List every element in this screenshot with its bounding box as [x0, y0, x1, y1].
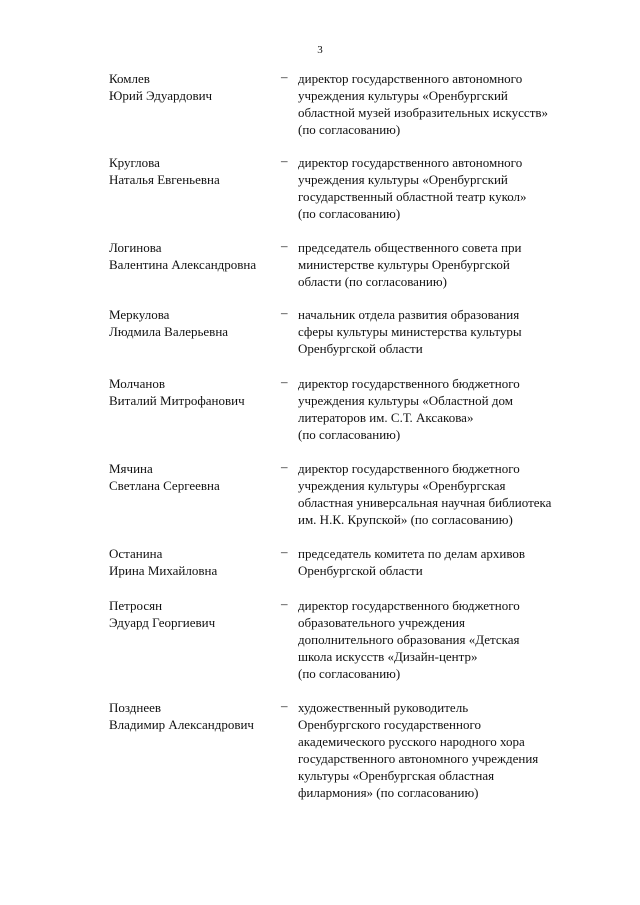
member-given-names: Виталий Митрофанович — [109, 393, 245, 408]
member-role — [298, 70, 588, 138]
role-line: (по согласованию) — [298, 122, 401, 137]
role-line: художественный руководитель — [298, 700, 469, 715]
member-name — [109, 70, 279, 104]
member-given-names: Наталья Евгеньевна — [109, 172, 220, 187]
member-surname: Круглова — [109, 155, 160, 170]
role-line: начальник отдела развития образования — [298, 307, 520, 322]
member-role — [298, 699, 588, 801]
role-line: сферы культуры министерства культуры — [298, 324, 522, 339]
dash-separator: – — [281, 698, 288, 713]
member-given-names: Ирина Михайловна — [109, 563, 218, 578]
role-line: (по согласованию) — [298, 206, 401, 221]
member-given-names: Юрий Эдуардович — [109, 88, 213, 103]
role-line: образовательного учреждения — [298, 615, 465, 630]
member-given-names: Валентина Александровна — [109, 257, 257, 272]
role-line: областная универсальная научная библиотека — [298, 495, 552, 510]
member-surname: Петросян — [109, 598, 163, 613]
dash-separator: – — [281, 459, 288, 474]
dash-separator: – — [281, 238, 288, 253]
member-given-names: Людмила Валерьевна — [109, 324, 229, 339]
role-line: учреждения культуры «Оренбургский — [298, 172, 508, 187]
role-line: области (по согласованию) — [298, 274, 447, 289]
member-surname: Логинова — [109, 240, 162, 255]
role-line: филармония» (по согласованию) — [298, 785, 479, 800]
member-role — [298, 545, 588, 579]
dash-separator: – — [281, 305, 288, 320]
role-line: учреждения культуры «Оренбургская — [298, 478, 506, 493]
member-name — [109, 597, 279, 631]
role-line: учреждения культуры «Областной дом — [298, 393, 513, 408]
member-name — [109, 154, 279, 188]
member-role — [298, 597, 588, 682]
role-line: председатель комитета по делам архивов — [298, 546, 526, 561]
member-surname: Мячина — [109, 461, 153, 476]
dash-separator: – — [281, 374, 288, 389]
role-line: министерстве культуры Оренбургской — [298, 257, 510, 272]
role-line: государственного автономного учреждения — [298, 751, 539, 766]
member-surname: Меркулова — [109, 307, 170, 322]
role-line: директор государственного бюджетного — [298, 598, 520, 613]
role-line: директор государственного автономного — [298, 71, 523, 86]
member-surname: Молчанов — [109, 376, 165, 391]
member-surname: Комлев — [109, 71, 150, 86]
member-name — [109, 306, 279, 340]
member-name — [109, 375, 279, 409]
role-line: им. Н.К. Крупской» (по согласованию) — [298, 512, 513, 527]
member-name — [109, 239, 279, 273]
role-line: областной музей изобразительных искусств» — [298, 105, 549, 120]
member-name — [109, 699, 279, 733]
role-line: (по согласованию) — [298, 427, 401, 442]
member-role — [298, 375, 588, 443]
role-line: академического русского народного хора — [298, 734, 525, 749]
role-line: директор государственного бюджетного — [298, 461, 520, 476]
role-line: директор государственного бюджетного — [298, 376, 520, 391]
role-line: школа искусств «Дизайн-центр» — [298, 649, 478, 664]
role-line: дополнительного образования «Детская — [298, 632, 520, 647]
role-line: культуры «Оренбургская областная — [298, 768, 495, 783]
member-role — [298, 460, 588, 528]
role-line: председатель общественного совета при — [298, 240, 522, 255]
member-given-names: Владимир Александрович — [109, 717, 254, 732]
dash-separator: – — [281, 69, 288, 84]
page-number: 3 — [317, 44, 323, 56]
member-given-names: Светлана Сергеевна — [109, 478, 220, 493]
member-role — [298, 154, 588, 222]
dash-separator: – — [281, 153, 288, 168]
member-role — [298, 306, 588, 357]
role-line: учреждения культуры «Оренбургский — [298, 88, 508, 103]
member-name — [109, 460, 279, 494]
member-surname: Останина — [109, 546, 163, 561]
role-line: государственный областной театр кукол» — [298, 189, 527, 204]
role-line: литераторов им. С.Т. Аксакова» — [298, 410, 474, 425]
member-role — [298, 239, 588, 290]
role-line: Оренбургской области — [298, 341, 423, 356]
dash-separator: – — [281, 596, 288, 611]
member-given-names: Эдуард Георгиевич — [109, 615, 216, 630]
role-line: Оренбургской области — [298, 563, 423, 578]
role-line: Оренбургского государственного — [298, 717, 481, 732]
member-name — [109, 545, 279, 579]
role-line: (по согласованию) — [298, 666, 401, 681]
member-surname: Позднеев — [109, 700, 162, 715]
dash-separator: – — [281, 544, 288, 559]
role-line: директор государственного автономного — [298, 155, 523, 170]
